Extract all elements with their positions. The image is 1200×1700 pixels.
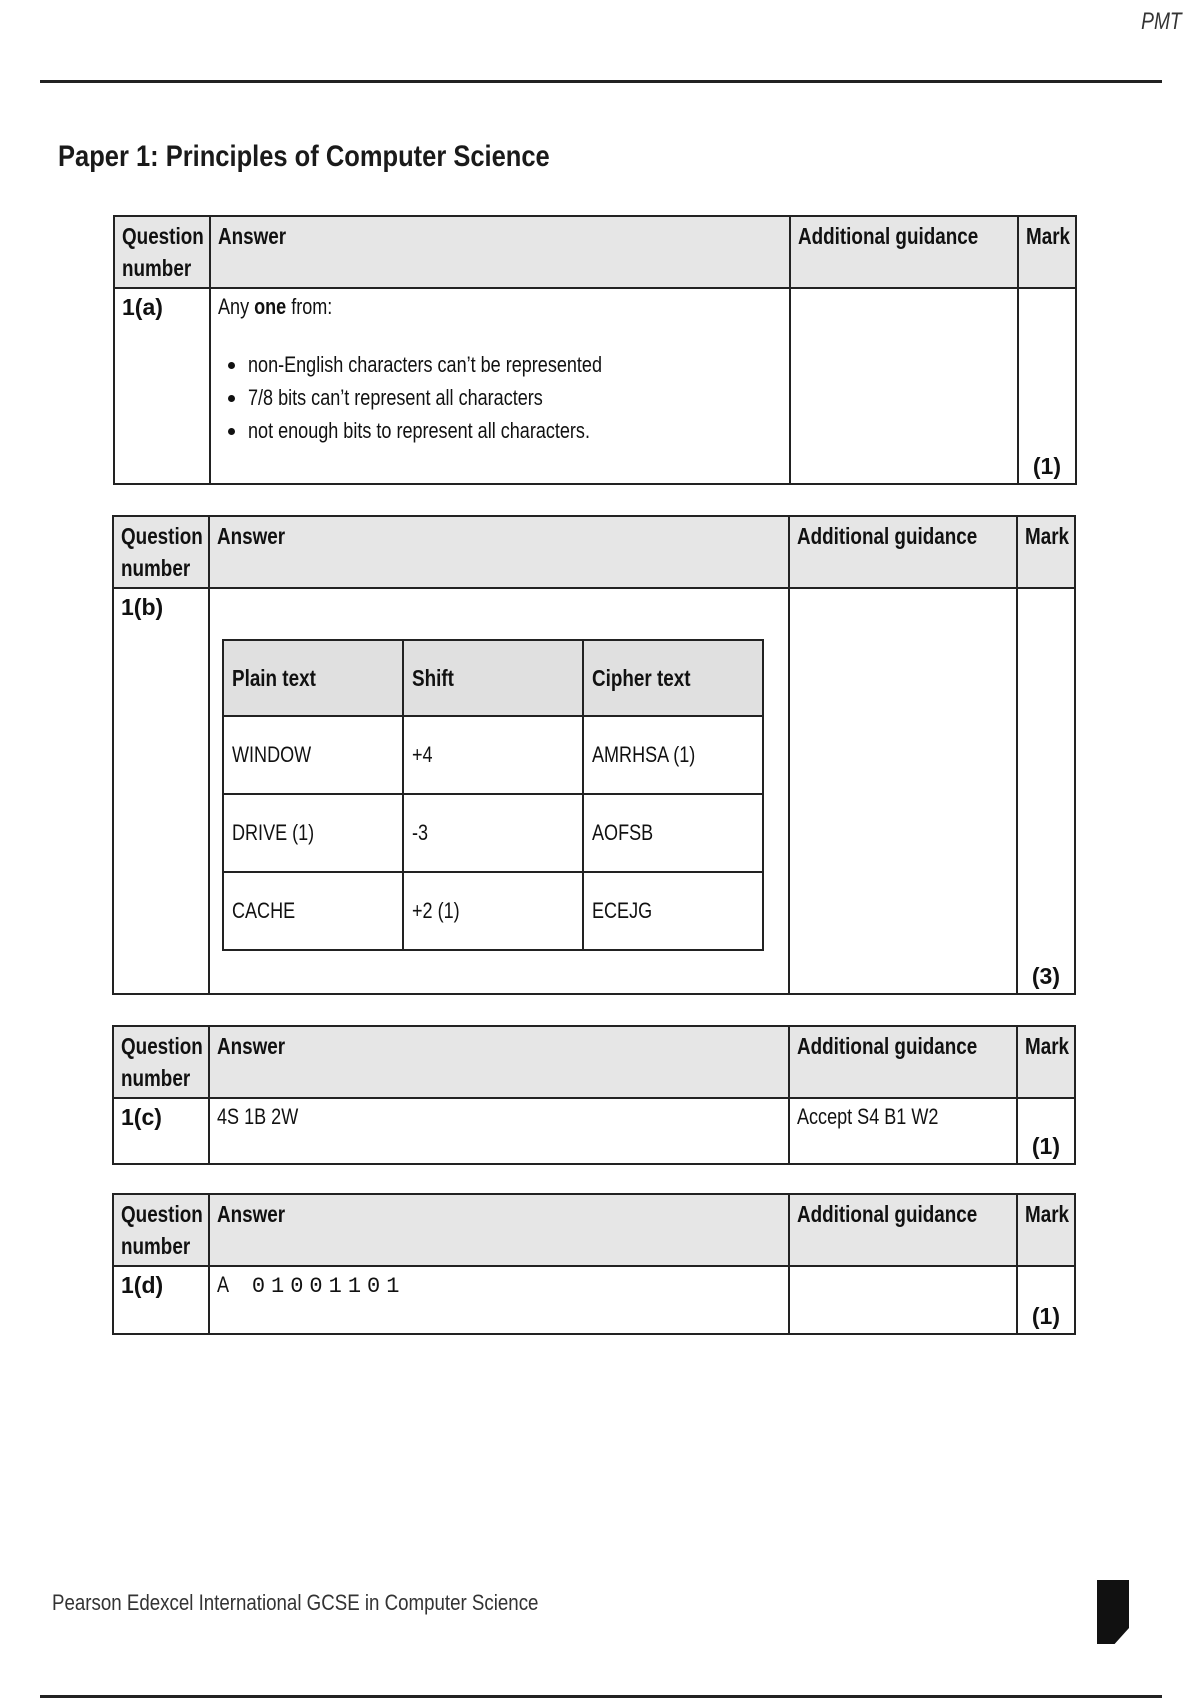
col-header-question: Question number — [113, 1026, 209, 1098]
pmt-label: PMT — [1141, 8, 1182, 35]
col-header-question: Question number — [113, 516, 209, 588]
answer-cell — [209, 1266, 789, 1334]
mark-scheme-table-1b — [112, 515, 1076, 995]
answer-binary: 01001101 — [251, 1274, 406, 1299]
answer-bullets — [218, 348, 782, 447]
col-header-mark: Mark — [1017, 1026, 1075, 1098]
col-header-guidance: Additional guidance — [789, 1026, 1017, 1098]
cipher-header-shift: Shift — [403, 640, 583, 716]
mark-scheme-table-1d — [112, 1193, 1076, 1335]
cell: +2 (1) — [403, 872, 583, 950]
question-number: 1(d) — [113, 1266, 209, 1334]
mark-cell — [1017, 588, 1075, 994]
table-row — [223, 794, 763, 872]
mark-value: (1) — [1032, 453, 1061, 479]
bottom-rule — [40, 1695, 1162, 1698]
guidance-cell — [789, 588, 1017, 994]
col-header-answer: Answer — [209, 1194, 789, 1266]
col-header-answer: Answer — [210, 216, 790, 288]
question-number: 1(b) — [113, 588, 209, 994]
footer-text: Pearson Edexcel International GCSE in Computer Science — [52, 1590, 539, 1615]
cell: -3 — [403, 794, 583, 872]
page-tab-marker — [1097, 1580, 1129, 1644]
mark-cell — [1017, 1098, 1075, 1164]
answer-intro: Any one from: — [218, 294, 333, 319]
answer-cell — [209, 588, 789, 994]
list-item: • non-English characters can’t be represented — [248, 348, 782, 381]
answer-cell: 4S 1B 2W — [209, 1098, 789, 1164]
mark-value: (1) — [1031, 1133, 1060, 1159]
col-header-answer: Answer — [209, 516, 789, 588]
guidance-cell — [789, 1266, 1017, 1334]
cell: AMRHSA (1) — [583, 716, 763, 794]
col-header-question: Question number — [113, 1194, 209, 1266]
col-header-guidance: Additional guidance — [789, 516, 1017, 588]
question-number: 1(a) — [114, 288, 210, 484]
mark-cell — [1017, 1266, 1075, 1334]
col-header-mark: Mark — [1017, 516, 1075, 588]
cell: +4 — [403, 716, 583, 794]
cell: DRIVE (1) — [223, 794, 403, 872]
col-header-guidance: Additional guidance — [789, 1194, 1017, 1266]
mark-scheme-table-1c — [112, 1025, 1076, 1165]
paper-title: Paper 1: Principles of Computer Science — [58, 140, 550, 173]
guidance-cell — [790, 288, 1018, 484]
col-header-mark: Mark — [1018, 216, 1076, 288]
list-item: • not enough bits to represent all characters. — [248, 414, 782, 447]
guidance-cell: Accept S4 B1 W2 — [789, 1098, 1017, 1164]
col-header-answer: Answer — [209, 1026, 789, 1098]
answer-letter: A — [217, 1272, 230, 1297]
cipher-header-cipher: Cipher text — [583, 640, 763, 716]
cell: AOFSB — [583, 794, 763, 872]
mark-cell — [1018, 288, 1076, 484]
list-item: • 7/8 bits can’t represent all characters — [248, 381, 782, 414]
mark-value: (1) — [1031, 1303, 1060, 1329]
mark-value: (3) — [1031, 963, 1060, 989]
caesar-cipher-table — [222, 639, 764, 951]
table-row — [223, 872, 763, 950]
col-header-guidance: Additional guidance — [790, 216, 1018, 288]
col-header-mark: Mark — [1017, 1194, 1075, 1266]
top-rule — [40, 80, 1162, 83]
cell: CACHE — [223, 872, 403, 950]
cell: ECEJG — [583, 872, 763, 950]
mark-scheme-table-1a — [113, 215, 1077, 485]
col-header-question: Question number — [114, 216, 210, 288]
question-number: 1(c) — [113, 1098, 209, 1164]
cipher-header-plain: Plain text — [223, 640, 403, 716]
table-row — [223, 716, 763, 794]
answer-cell — [210, 288, 790, 484]
cell: WINDOW — [223, 716, 403, 794]
